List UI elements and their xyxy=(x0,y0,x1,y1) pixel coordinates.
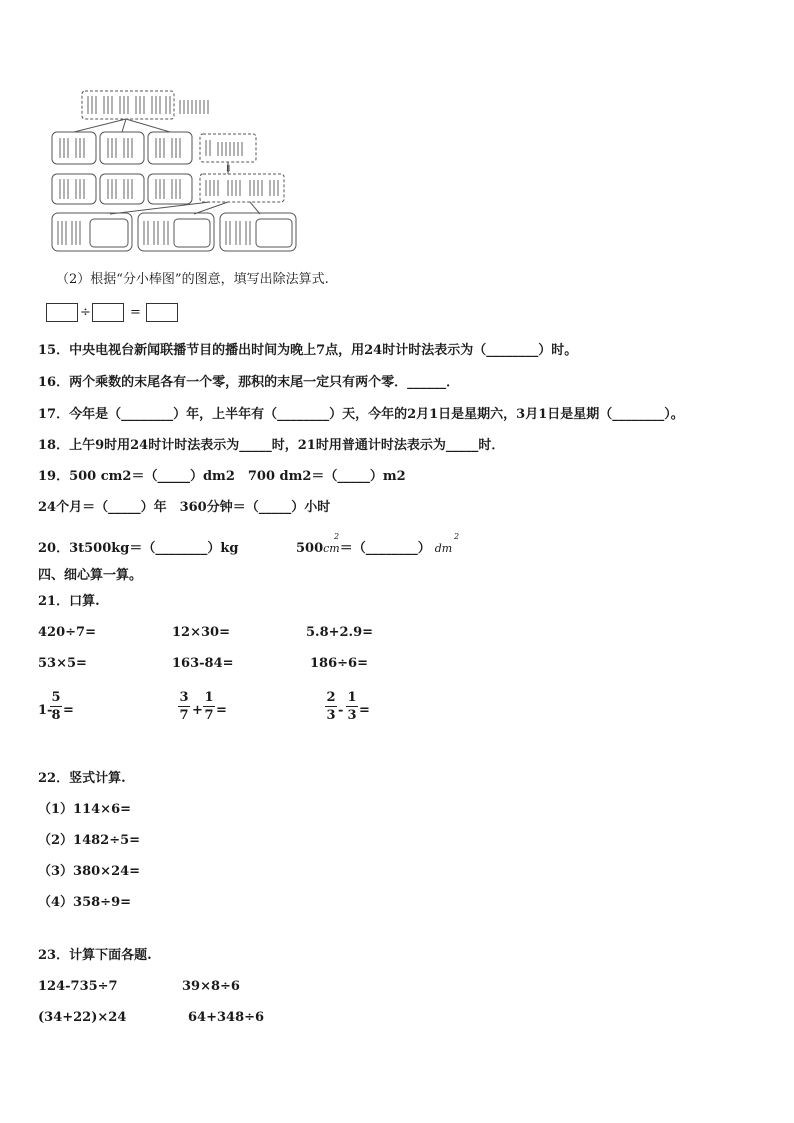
frac1-prefix: 1- xyxy=(38,703,53,718)
division-sign: ÷ xyxy=(80,305,91,320)
question-15: 15．中央电视台新闻联播节目的播出时间为晚上7点，用24时计时法表示为（________）时。 xyxy=(38,343,578,358)
calc-1: 124-735÷7 xyxy=(38,979,118,994)
vertical-1: （1）114×6= xyxy=(38,802,132,817)
question-17: 17．今年是（________）年，上半年有（________）天，今年的2月1日是星期六，3月1日是星期（________）。 xyxy=(38,407,684,422)
oral-r1-c1: 420÷7= xyxy=(38,625,96,640)
numerator: 2 xyxy=(326,690,336,705)
svg-text:⇓: ⇓ xyxy=(224,164,233,175)
denominator: 7 xyxy=(179,708,189,723)
q20-number: 500 xyxy=(296,541,324,556)
denominator: 7 xyxy=(204,708,214,723)
calc-2: 39×8÷6 xyxy=(182,979,240,994)
stick-bundle-diagram xyxy=(50,88,300,256)
vertical-3: （3）380×24= xyxy=(38,864,141,879)
dividend-box[interactable] xyxy=(46,303,78,322)
vertical-2: （2）1482÷5= xyxy=(38,833,141,848)
frac3-eq: = xyxy=(359,703,370,718)
section-4-heading: 四、细心算一算。 xyxy=(38,568,143,583)
calc-4: 64+348÷6 xyxy=(188,1010,265,1025)
oral-r2-c1: 53×5= xyxy=(38,656,87,671)
fraction-1-7 xyxy=(203,690,215,723)
dm-unit: dm xyxy=(434,542,453,555)
minus-sign: - xyxy=(338,703,344,718)
question-19a: 19．500 cm2＝（_____）dm2 700 dm2＝（_____）m2 xyxy=(38,469,406,484)
fraction-3-7 xyxy=(178,690,190,723)
dm-superscript: 2 xyxy=(454,532,460,541)
cm-unit: cm xyxy=(323,542,340,555)
question-16: 16．两个乘数的末尾各有一个零，那积的末尾一定只有两个零．______． xyxy=(38,375,460,390)
frac1-eq: = xyxy=(63,703,74,718)
denominator: 3 xyxy=(326,708,336,723)
numerator: 5 xyxy=(51,690,61,705)
question-20-right xyxy=(296,541,452,557)
oral-r2-c3: 186÷6= xyxy=(310,656,368,671)
frac2-eq: = xyxy=(216,703,227,718)
question-19b: 24个月＝（_____）年 360分钟＝（_____）小时 xyxy=(38,500,331,515)
vertical-4: （4）358÷9= xyxy=(38,895,132,910)
oral-r2-c2: 163-84= xyxy=(172,656,234,671)
question-14-2: （2）根据“分小棒图”的图意，填写出除法算式. xyxy=(56,272,329,287)
q20-equation: ＝（________） xyxy=(339,541,431,556)
denominator: 3 xyxy=(347,708,357,723)
question-22: 22．竖式计算. xyxy=(38,771,126,786)
fraction-1-3 xyxy=(346,690,358,723)
oral-r1-c3: 5.8+2.9= xyxy=(306,625,374,640)
calc-3: (34+22)×24 xyxy=(38,1010,127,1025)
question-23: 23．计算下面各题. xyxy=(38,948,152,963)
fraction-2-3 xyxy=(325,690,337,723)
numerator: 3 xyxy=(179,690,189,705)
quotient-box[interactable] xyxy=(146,303,178,322)
plus-sign: + xyxy=(192,703,203,718)
question-21: 21．口算. xyxy=(38,594,100,609)
question-20-left: 20．3t500kg＝（________）kg xyxy=(38,541,239,556)
oral-r1-c2: 12×30= xyxy=(172,625,230,640)
numerator: 1 xyxy=(204,690,214,705)
numerator: 1 xyxy=(347,690,357,705)
denominator: 8 xyxy=(51,708,61,723)
fraction-5-8 xyxy=(50,690,62,723)
divisor-box[interactable] xyxy=(92,303,124,322)
equals-sign: = xyxy=(130,305,141,320)
cm-superscript: 2 xyxy=(334,532,340,541)
question-18: 18．上午9时用24时计时法表示为_____时，21时用普通计时法表示为_____时． xyxy=(38,438,505,453)
